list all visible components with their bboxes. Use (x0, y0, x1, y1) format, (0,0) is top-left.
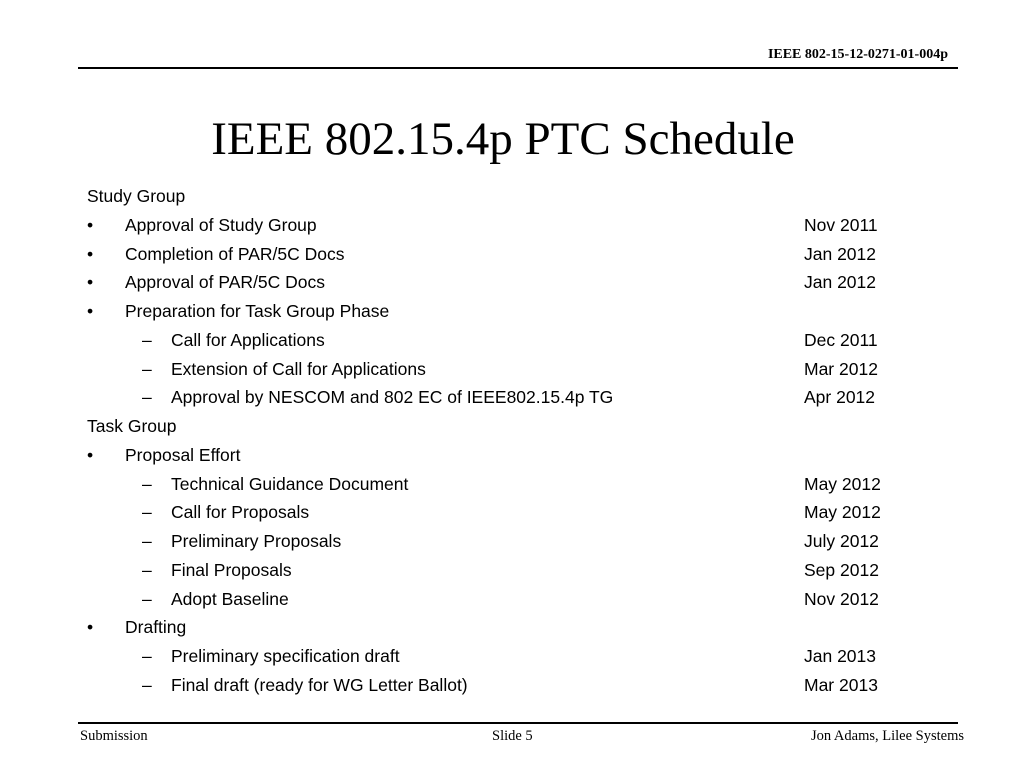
schedule-item-date: Nov 2011 (804, 214, 878, 235)
dash-marker: – (142, 646, 152, 666)
schedule-item (87, 297, 987, 326)
schedule-subitem-date: Sep 2012 (804, 559, 879, 580)
schedule-item (87, 211, 987, 240)
schedule-content (87, 182, 987, 700)
document-id: IEEE 802-15-12-0271-01-004p (767, 47, 948, 62)
section-heading-study-group (87, 182, 987, 211)
schedule-subitem-date: Apr 2012 (804, 387, 876, 408)
schedule-item-date: Jan 2012 (804, 243, 877, 264)
dash-marker: – (142, 329, 152, 350)
schedule-subitem-label: Adopt Baseline (171, 588, 289, 609)
dash-marker: – (142, 531, 152, 551)
schedule-item-label: Approval of PAR/5C Docs (125, 272, 326, 293)
schedule-subitem (87, 556, 987, 585)
dash-marker: – (142, 358, 152, 379)
schedule-subitem (87, 671, 987, 700)
schedule-subitem-label: Preliminary specification draft (171, 646, 400, 666)
section-heading-task-group (87, 412, 987, 441)
schedule-subitem (87, 383, 987, 412)
section-heading-label: Task Group (87, 416, 177, 436)
footer-author: Jon Adams, Lilee Systems (810, 728, 964, 744)
bullet-marker: • (87, 444, 94, 465)
schedule-item-label: Proposal Effort (125, 444, 241, 465)
schedule-subitem-date: July 2012 (804, 531, 879, 551)
schedule-subitem-date: Mar 2013 (804, 674, 878, 695)
schedule-subitem (87, 355, 987, 384)
schedule-subitem (87, 326, 987, 355)
section-heading-label: Study Group (87, 186, 186, 206)
schedule-subitem (87, 470, 987, 499)
schedule-item (87, 613, 987, 642)
header-divider (78, 67, 958, 69)
dash-marker: – (142, 473, 152, 494)
schedule-subitem-date: Jan 2013 (804, 646, 877, 666)
schedule-subitem-label: Call for Proposals (171, 502, 310, 523)
schedule-item (87, 240, 987, 269)
schedule-item-label: Drafting (125, 617, 187, 638)
schedule-subitem (87, 642, 987, 671)
schedule-item-label: Completion of PAR/5C Docs (125, 243, 345, 264)
dash-marker: – (142, 387, 152, 408)
schedule-item-label: Preparation for Task Group Phase (125, 301, 390, 321)
dash-marker: – (142, 588, 152, 609)
schedule-subitem-date: Nov 2012 (804, 588, 879, 609)
slide-title: IEEE 802.15.4p PTC Schedule (211, 113, 795, 165)
schedule-subitem-date: May 2012 (804, 502, 881, 523)
dash-marker: – (142, 559, 152, 580)
footer-divider (78, 722, 958, 724)
bullet-marker: • (87, 617, 94, 638)
dash-marker: – (142, 502, 152, 523)
footer-submission: Submission (80, 728, 148, 744)
schedule-item-label: Approval of Study Group (125, 214, 317, 235)
bullet-marker: • (87, 272, 94, 293)
schedule-subitem-date: May 2012 (804, 473, 881, 494)
schedule-item (87, 441, 987, 470)
footer-slide-number: Slide 5 (492, 728, 533, 744)
schedule-subitem-label: Final Proposals (171, 559, 292, 580)
schedule-item-date: Jan 2012 (804, 272, 877, 293)
schedule-subitem-label: Final draft (ready for WG Letter Ballot) (171, 674, 468, 695)
schedule-subitem-label: Preliminary Proposals (171, 531, 342, 551)
schedule-subitem-date: Dec 2011 (804, 329, 878, 350)
bullet-marker: • (87, 214, 94, 235)
schedule-subitem-label: Approval by NESCOM and 802 EC of IEEE802.15.4p TG (171, 387, 614, 408)
schedule-subitem-label: Extension of Call for Applications (171, 358, 426, 379)
schedule-subitem-date: Mar 2012 (804, 358, 878, 379)
bullet-marker: • (87, 243, 94, 264)
schedule-item (87, 268, 987, 297)
schedule-subitem (87, 585, 987, 614)
schedule-subitem-label: Call for Applications (171, 329, 325, 350)
schedule-subitem (87, 498, 987, 527)
bullet-marker: • (87, 301, 94, 321)
schedule-subitem-label: Technical Guidance Document (171, 473, 409, 494)
dash-marker: – (142, 674, 152, 695)
schedule-subitem (87, 527, 987, 556)
